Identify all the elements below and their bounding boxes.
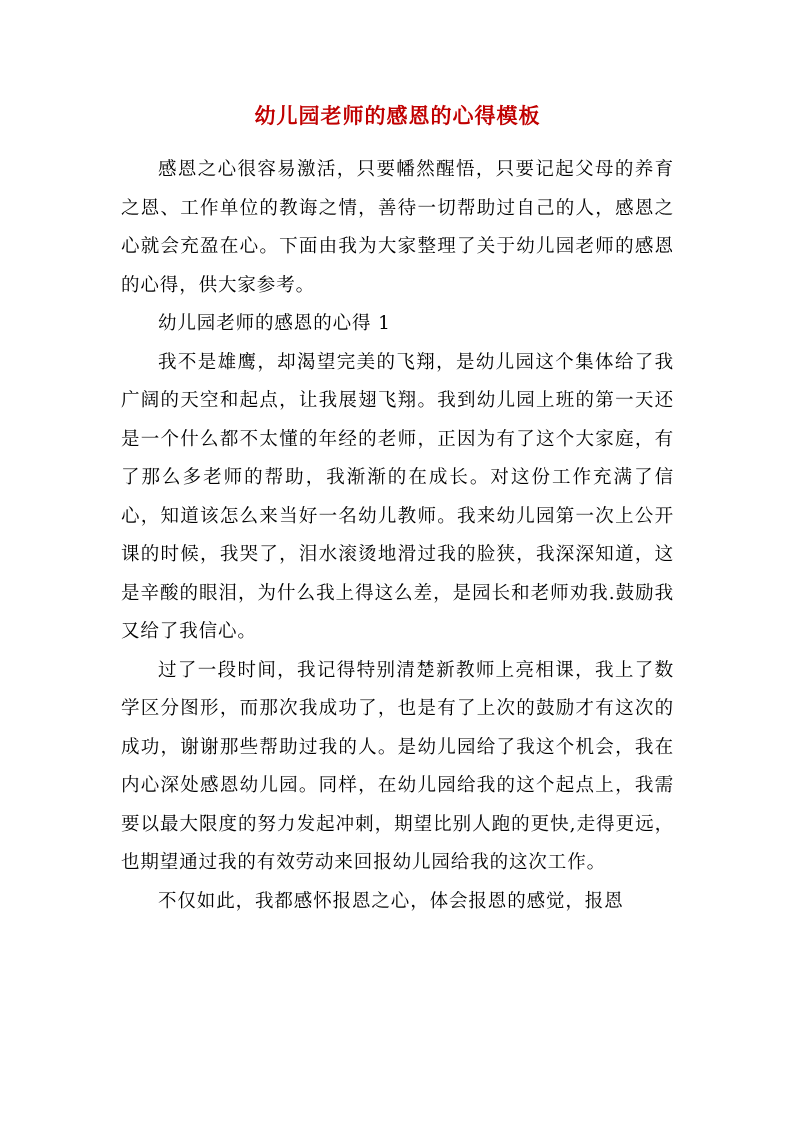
paragraph-intro: 感恩之心很容易激活，只要幡然醒悟，只要记起父母的养育之恩、工作单位的教诲之情，善待一切帮助过自己的人，感恩之心就会充盈在心。下面由我为大家整理了关于幼儿园老师的感恩的心得，供大家参考。	[121, 159, 674, 296]
paragraph: 过了一段时间，我记得特别清楚新教师上亮相课，我上了数学区分图形，而那次我成功了，也是有了上次的鼓励才有这次的成功，谢谢那些帮助过我的人。是幼儿园给了我这个机会，我在内心深处感恩幼儿园。同样，在幼儿园给我的这个起点上，我需要以最大限度的努力发起冲刺，期望比别人跑的更快,走得更远，也期望通过我的有效劳动来回报幼儿园给我的这次工作。	[121, 659, 674, 873]
paragraph: 我不是雄鹰，却渴望完美的飞翔，是幼儿园这个集体给了我广阔的天空和起点，让我展翅飞翔。我到幼儿园上班的第一天还是一个什么都不太懂的年经的老师，正因为有了这个大家庭，有了那么多老师的帮助，我渐渐的在成长。对这份工作充满了信心，知道该怎么来当好一名幼儿教师。我来幼儿园第一次上公开课的时候，我哭了，泪水滚烫地滑过我的脸狭，我深深知道，这是辛酸的眼泪，为什么我上得这么差，是园长和老师劝我.鼓励我又给了我信心。	[121, 351, 674, 642]
document-body	[121, 151, 674, 921]
section-heading: 幼儿园老师的感恩的心得 1	[158, 313, 391, 334]
paragraph: 不仅如此，我都感怀报恩之心，体会报恩的感觉，报恩	[158, 890, 624, 912]
document-title: 幼儿园老师的感恩的心得模板	[254, 103, 541, 128]
